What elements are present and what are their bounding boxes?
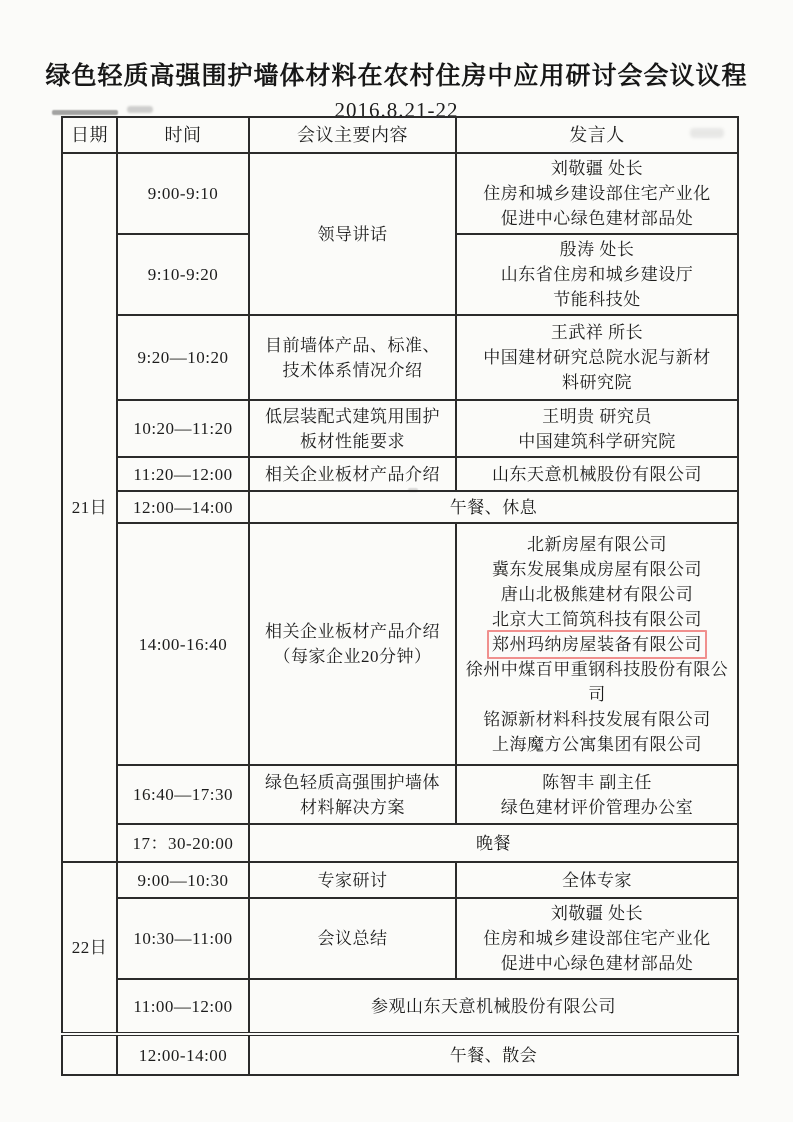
document-date: 2016.8.21-22 xyxy=(334,98,459,122)
company-line: 唐山北极熊建材有限公司 xyxy=(500,584,694,604)
table-row xyxy=(62,765,738,824)
content-line: 板材性能要求 xyxy=(300,431,405,451)
time-cell: 14:00-16:40 xyxy=(117,523,249,765)
table-row xyxy=(62,862,738,898)
table-row xyxy=(62,523,738,765)
speaker-cell xyxy=(456,898,738,979)
content-cell: 专家研讨 xyxy=(249,862,456,898)
speaker-cell: 全体专家 xyxy=(456,862,738,898)
table-row xyxy=(62,824,738,862)
title-block xyxy=(0,56,793,123)
speaker-line: 山东省住房和城乡建设厅 xyxy=(500,265,694,284)
time-cell: 12:00-14:00 xyxy=(117,1034,249,1075)
company-line: 徐州中煤百甲重钢科技股份有限公司 xyxy=(465,659,729,704)
table-row xyxy=(62,898,738,979)
company-line: 北京大工简筑科技有限公司 xyxy=(492,609,702,629)
speaker-line: 王武祥 所长 xyxy=(550,323,644,342)
time-cell: 12:00—14:00 xyxy=(117,491,249,523)
speaker-line: 陈智丰 副主任 xyxy=(542,772,652,792)
time-cell: 9:00-9:10 xyxy=(117,153,249,234)
speaker-line: 促进中心绿色建材部品处 xyxy=(500,209,694,228)
speaker-line: 殷涛 处长 xyxy=(559,240,635,259)
company-line-highlighted xyxy=(461,632,733,657)
speaker-line: 住房和城乡建设部住宅产业化 xyxy=(483,929,711,948)
table-row xyxy=(62,1034,738,1075)
highlight-box: 郑州玛纳房屋装备有限公司 xyxy=(487,630,707,659)
speaker-line: 王明贵 研究员 xyxy=(542,406,652,426)
content-cell: 相关企业板材产品介绍 xyxy=(249,457,456,491)
table-row xyxy=(62,315,738,400)
col-header-date: 日期 xyxy=(62,117,117,153)
merged-cell: 午餐、散会 xyxy=(249,1034,738,1075)
company-line: 北新房屋有限公司 xyxy=(527,534,667,554)
content-cell xyxy=(249,523,456,765)
speaker-line: 促进中心绿色建材部品处 xyxy=(500,954,694,973)
content-cell xyxy=(249,315,456,400)
merged-cell: 午餐、休息 xyxy=(249,491,738,523)
content-line: 目前墙体产品、标准、 xyxy=(265,335,440,355)
table-row xyxy=(62,457,738,491)
time-cell: 17：30-20:00 xyxy=(117,824,249,862)
speaker-cell xyxy=(456,765,738,824)
col-header-speaker: 发言人 xyxy=(456,117,738,153)
time-cell: 10:20—11:20 xyxy=(117,400,249,457)
speaker-cell xyxy=(456,153,738,234)
date-cell-day2: 22日 xyxy=(62,862,117,1034)
table-row xyxy=(62,979,738,1034)
speaker-cell: 山东天意机械股份有限公司 xyxy=(456,457,738,491)
company-line: 上海魔方公寓集团有限公司 xyxy=(492,734,702,754)
time-cell: 9:00—10:30 xyxy=(117,862,249,898)
content-cell xyxy=(249,765,456,824)
date-cell-empty xyxy=(62,1034,117,1075)
content-line: （每家企业20分钟） xyxy=(273,647,432,666)
header-row xyxy=(62,117,738,153)
content-cell: 会议总结 xyxy=(249,898,456,979)
agenda-table xyxy=(61,116,739,1076)
content-line: 绿色轻质高强围护墙体 xyxy=(265,772,440,792)
content-line: 低层装配式建筑用围护 xyxy=(265,406,440,426)
time-cell: 9:10-9:20 xyxy=(117,234,249,315)
content-cell: 领导讲话 xyxy=(249,153,456,315)
speaker-cell-companies xyxy=(456,523,738,765)
time-cell: 9:20—10:20 xyxy=(117,315,249,400)
table-row xyxy=(62,400,738,457)
table-row xyxy=(62,491,738,523)
date-cell-day1: 21日 xyxy=(62,153,117,862)
col-header-time: 时间 xyxy=(117,117,249,153)
time-cell: 11:20—12:00 xyxy=(117,457,249,491)
speaker-cell xyxy=(456,400,738,457)
document-title: 绿色轻质高强围护墙体材料在农村住房中应用研讨会会议议程 xyxy=(45,63,748,90)
content-line: 材料解决方案 xyxy=(300,797,405,817)
speaker-cell xyxy=(456,234,738,315)
company-line: 冀东发展集成房屋有限公司 xyxy=(492,559,702,579)
speaker-line: 料研究院 xyxy=(562,373,632,392)
merged-cell: 晚餐 xyxy=(249,824,738,862)
speaker-line: 刘敬疆 处长 xyxy=(550,159,644,178)
content-cell xyxy=(249,400,456,457)
speaker-line: 住房和城乡建设部住宅产业化 xyxy=(483,184,711,203)
merged-cell: 参观山东天意机械股份有限公司 xyxy=(249,979,738,1034)
table-row xyxy=(62,153,738,234)
speaker-cell xyxy=(456,315,738,400)
speaker-line: 刘敬疆 处长 xyxy=(550,904,644,923)
speaker-line: 中国建材研究总院水泥与新材 xyxy=(483,348,711,367)
col-header-content: 会议主要内容 xyxy=(249,117,456,153)
content-line: 相关企业板材产品介绍 xyxy=(265,622,440,641)
company-line: 铭源新材料科技发展有限公司 xyxy=(483,709,711,729)
speaker-line: 绿色建材评价管理办公室 xyxy=(500,797,694,817)
speaker-line: 中国建筑科学研究院 xyxy=(518,431,676,451)
speaker-line: 节能科技处 xyxy=(553,290,641,309)
content-line: 技术体系情况介绍 xyxy=(282,360,423,380)
time-cell: 16:40—17:30 xyxy=(117,765,249,824)
time-cell: 11:00—12:00 xyxy=(117,979,249,1034)
time-cell: 10:30—11:00 xyxy=(117,898,249,979)
